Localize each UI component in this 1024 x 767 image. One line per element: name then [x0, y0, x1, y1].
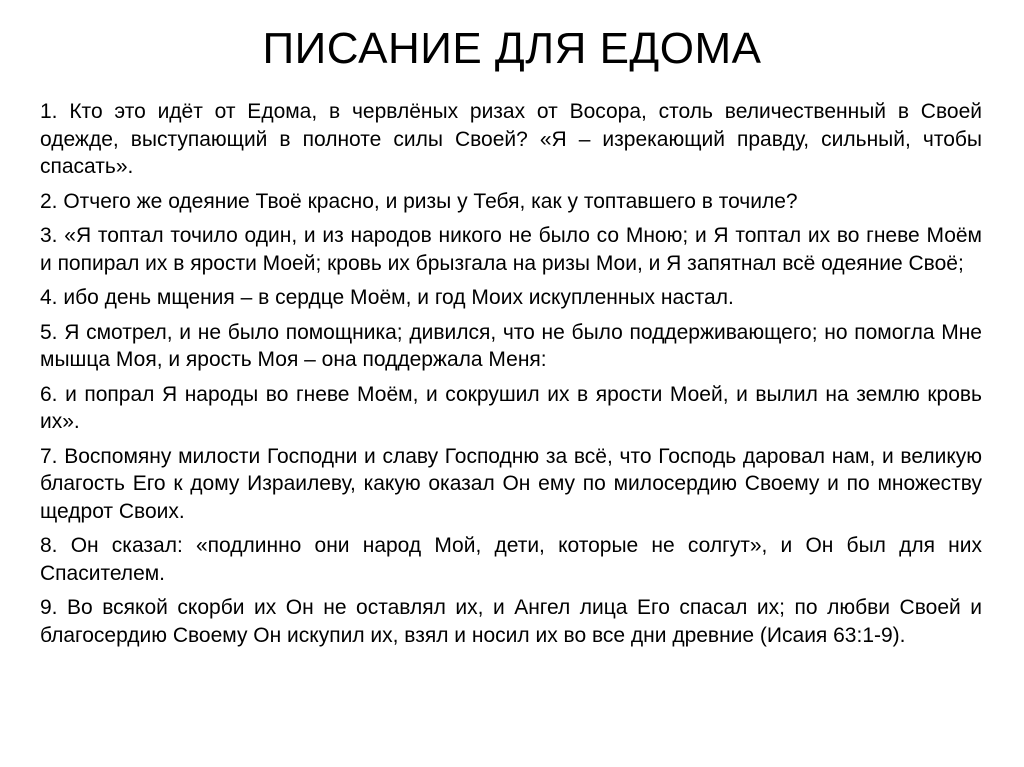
verse-item: 2. Отчего же одеяние Твоё красно, и ризы у Тебя, как у топтавшего в точиле?: [40, 189, 798, 213]
verse-item: 1. Кто это идёт от Едома, в червлёных ризах от Восора, столь величественный в Своей одежде, выступающий в полноте силы Своей? «Я – изрекающий правду, сильный, чтобы спасать».: [40, 100, 982, 178]
verse-item: 6. и попрал Я народы во гневе Моём, и сокрушил их в ярости Моей, и вылил на землю кровь их».: [40, 382, 982, 433]
verse-item: 3. «Я топтал точило один, и из народов никого не было со Мною; и Я топтал их во гневе Моём и попирал их в ярости Моей; кровь их брызгала на ризы Мои, и Я запятнал всё одеяние Своё;: [40, 224, 982, 275]
verse-item: 5. Я смотрел, и не было помощника; дивился, что не было поддерживающего; но помогла Мне мышца Моя, и ярость Моя – она поддержала Меня:: [40, 320, 982, 371]
verse-item: 4. ибо день мщения – в сердце Моём, и год Моих искупленных настал.: [40, 286, 734, 309]
slide-title: ПИСАНИЕ ДЛЯ ЕДОМА: [262, 24, 762, 73]
verse-item: 8. Он сказал: «подлинно они народ Мой, дети, которые не солгут», и Он был для них Спасителем.: [40, 534, 982, 585]
verse-item: 7. Воспомяну милости Господни и славу Господню за всё, что Господь даровал нам, и великую благость Его к дому Израилеву, какую оказал Он ему по милосердию Своему и по множеству щедрот Своих.: [40, 444, 982, 523]
verse-list: [40, 98, 982, 656]
verse-item: 9. Во всякой скорби их Он не оставлял их, и Ангел лица Его спасал их; по любви Своей и благосердию Своему Он искупил их, взял и носил их во все дни древние (Исаия 63:1-9).: [40, 596, 982, 647]
